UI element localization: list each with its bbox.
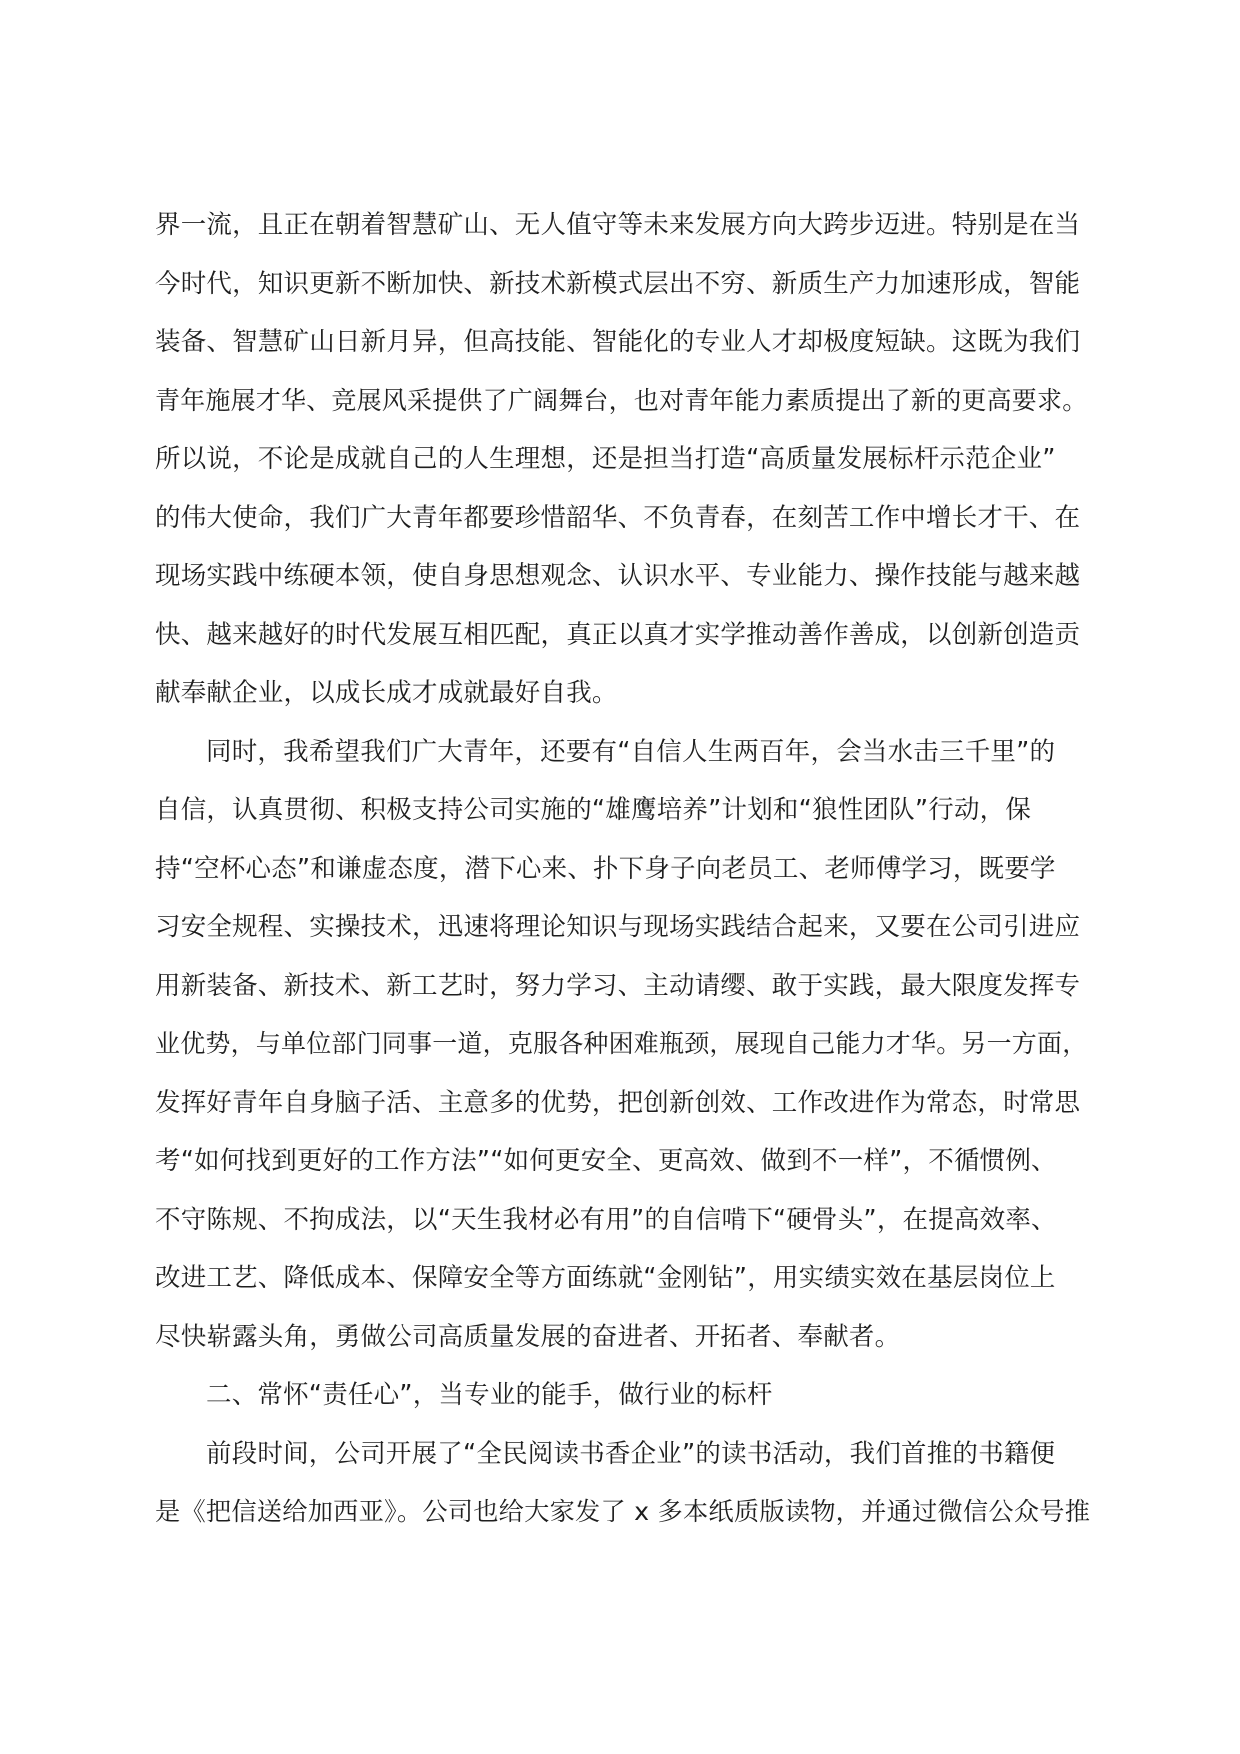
text-line: 同时，我希望我们广大青年，还要有“自信人生两百年，会当水击三千里”的 [206,736,1056,767]
text-line: 前段时间，公司开展了“全民阅读书香企业”的读书活动，我们首推的书籍便 [206,1438,1056,1469]
text-line: 考“如何找到更好的工作方法”“如何更安全、更高效、做到不一样”，不循惯例、 [155,1146,1057,1176]
text-line: 是《把信送给加西亚》。公司也给大家发了 x 多本纸质版读物，并通过微信公众号推 [155,1497,1091,1526]
text-line: 的伟大使命，我们广大青年都要珍惜韶华、不负青春，在刻苦工作中增长才干、在 [155,502,1081,533]
text-line: 发挥好青年自身脑子活、主意多的优势，把创新创效、工作改进作为常态，时常思 [155,1087,1081,1118]
text-line: 尽快崭露头角，勇做公司高质量发展的奋进者、开拓者、奉献者。 [155,1321,901,1352]
text-line: 装备、智慧矿山日新月异，但高技能、智能化的专业人才却极度短缺。这既为我们 [155,327,1081,357]
text-line: 献奉献企业，以成长成才成就最好自我。 [155,678,618,708]
text-line: 改进工艺、降低成本、保障安全等方面练就“金刚钻”，用实绩实效在基层岗位上 [155,1263,1056,1293]
text-line: 快、越来越好的时代发展互相匹配，真正以真才实学推动善作善成，以创新创造贡 [155,619,1081,650]
text-line: 业优势，与单位部门同事一道，克服各种困难瓶颈，展现自己能力才华。另一方面， [155,1029,1088,1058]
text-line: 用新装备、新技术、新工艺时，努力学习、主动请缨、敢于实践，最大限度发挥专 [155,970,1081,1001]
text-line: 今时代，知识更新不断加快、新技术新模式层出不穷、新质生产力加速形成，智能 [155,268,1081,299]
document-body [155,196,1095,1542]
text-line: 二、常怀“责任心”，当专业的能手，做行业的标杆 [206,1380,773,1410]
text-line: 所以说，不论是成就自己的人生理想，还是担当打造“高质量发展标杆示范企业” [155,444,1056,474]
text-line: 现场实践中练硬本领，使自身思想观念、认识水平、专业能力、操作技能与越来越 [155,561,1081,591]
text-line: 习安全规程、实操技术，迅速将理论知识与现场实践结合起来，又要在公司引进应 [155,912,1081,942]
text-line: 界一流，且正在朝着智慧矿山、无人值守等未来发展方向大跨步迈进。特别是在当 [155,210,1081,240]
text-line: 青年施展才华、竞展风采提供了广阔舞台，也对青年能力素质提出了新的更高要求。 [155,385,1088,415]
text-line: 持“空杯心态”和谦虚态度，潜下心来、扑下身子向老员工、老师傅学习，既要学 [155,853,1056,884]
text-line: 不守陈规、不拘成法，以“天生我材必有用”的自信啃下“硬骨头”，在提高效率、 [155,1204,1057,1235]
text-line: 自信，认真贯彻、积极支持公司实施的“雄鹰培养”计划和“狼性团队”行动，保 [155,795,1032,825]
